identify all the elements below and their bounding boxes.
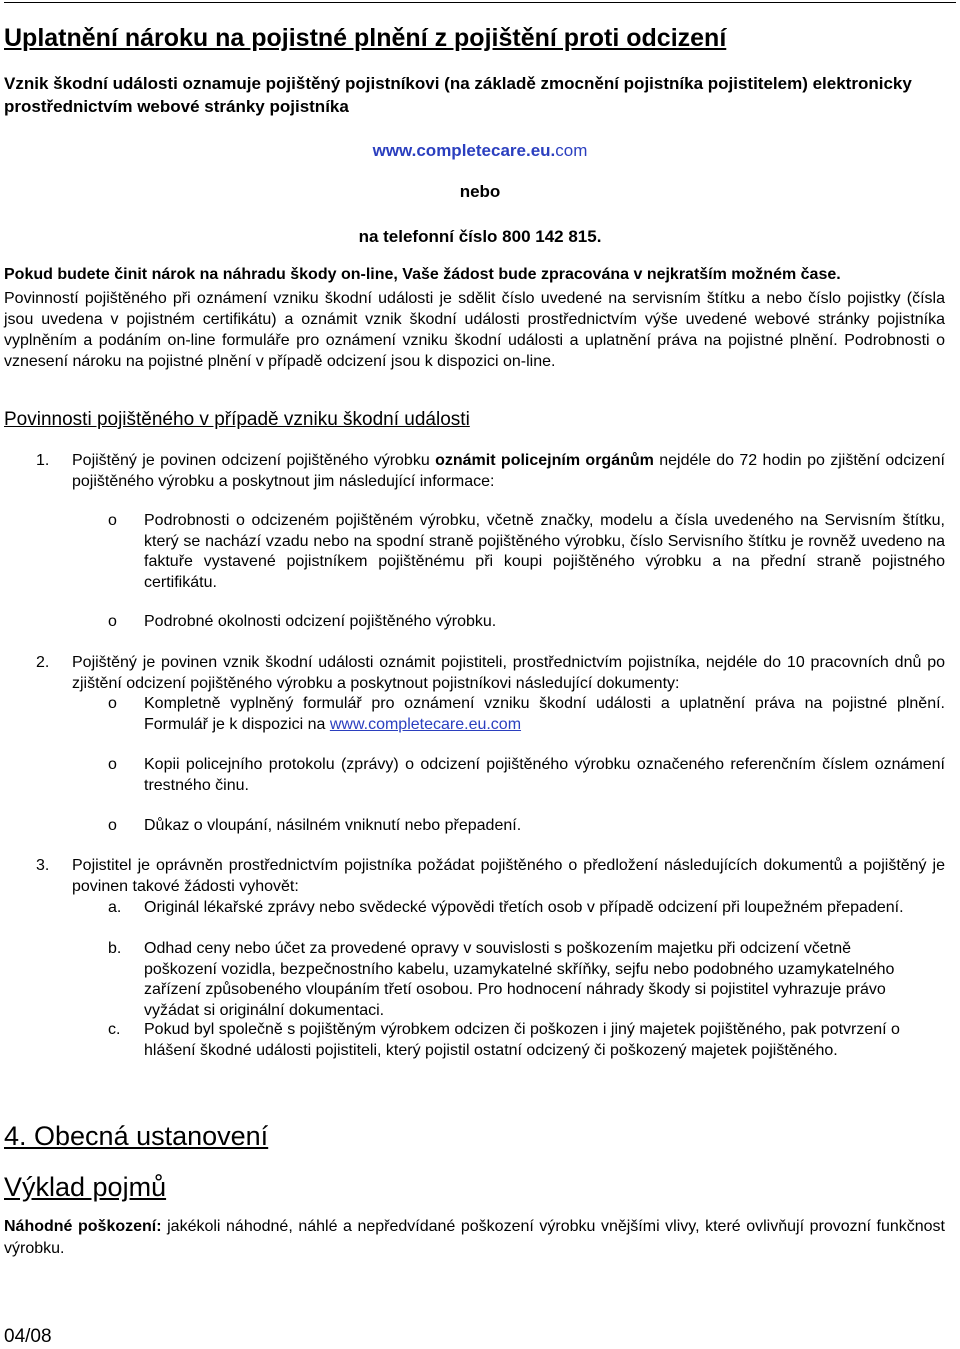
website-line <box>0 140 960 162</box>
item-1-bullet-1: Podrobnosti o odcizeném pojištěném výrobku, včetně značky, modelu a čísla uvedeného na Servisním štítku, který se nachází vzadu nebo na spodní straně pojištěného výrobku, číslo Servisního štítku je rovněž uvedeno na faktuře vystavené pojistníkem pojištěnému při koupi pojištěného výrobku a na přední straně pojistného certifikátu. <box>144 512 945 591</box>
item-1-text-after: nejdéle do 72 hodin po zjištění odcizení pojištěného výrobku a poskytnout jim následující informace: <box>72 452 945 490</box>
item-1-text-before: Pojištěný je povinen odcizení pojištěného výrobku <box>72 452 436 469</box>
phone-text: na telefonní číslo 800 142 815. <box>358 227 602 246</box>
completecare-link[interactable]: www.completecare.eu.com <box>329 715 522 733</box>
website-link[interactable] <box>373 141 588 160</box>
duty-paragraph: Povinností pojištěného při oznámení vzniku škodní události je sdělit číslo uvedené na servisním štítku a nebo číslo pojistky (čísla jsou uvedena v pojistném certifikátu) a oznámit vznik škodní události prostřednictvím výše uvedené webové stránky pojistníka vyplněním a podáním on-line formuláře pro oznámení vzniku škodní události a uplatnění práva na pojistné plnění. Podrobnosti o vznesení nároku na pojistné plnění v případě odcizení jsou k dispozici on-line. <box>4 290 945 370</box>
subitem-letter: c. <box>108 1021 121 1038</box>
definition-term: Náhodné poškození: <box>4 1218 162 1235</box>
website-prefix: www.completecare.eu. <box>372 141 556 160</box>
subitem-b-text: Odhad ceny nebo účet za provedené opravy v souvislosti s poškozením majetku při odcizení včetně poškození vozidla, bezpečnostního kabelu, uzamykatelné skříňky, sejfu nebo podobného uzamykatelného zařízení způsobeného vloupáním třetí osobou. Pro hodnocení náhrady škody si pojistitel vyhrazuje právo vyžádat si originální dokumentaci. <box>144 940 895 1019</box>
subitem-letter: b. <box>108 940 122 957</box>
nebo-text: nebo <box>459 182 501 201</box>
online-note: Pokud budete činit nárok na náhradu škody on-line, Vaše žádost bude zpracována v nejkratším možném čase. <box>4 266 841 283</box>
item-number: 1. <box>36 452 50 469</box>
item-1-text-bold: oznámit policejním orgánům <box>435 452 654 469</box>
item-2-text: Pojištěný je povinen vznik škodní události oznámit pojistiteli, prostřednictvím pojistníka, nejdéle do 10 pracovních dnů po zjištění odcizení pojištěného výrobku a poskytnout pojistníkovi následující dokumenty: <box>72 654 945 692</box>
item-1-text <box>72 451 945 492</box>
website-suffix: com <box>555 141 588 160</box>
definition-paragraph <box>4 1216 945 1260</box>
item-1-bullet-2: Podrobné okolnosti odcizení pojištěného výrobku. <box>144 613 497 630</box>
top-rule <box>4 2 956 3</box>
bullet-glyph: o <box>108 817 117 834</box>
page-number: 04/08 <box>4 1326 52 1347</box>
page-title: Uplatnění nároku na pojistné plnění z pojištění proti odcizení <box>4 24 727 52</box>
subitem-c-text: Pokud byl společně s pojištěným výrobkem odcizen či poškozen i jiný majetek pojištěného, pak potvrzení o hlášení škodné události pojistiteli, který pojistil ostatní odcizený či poškozený majetek pojištěného. <box>144 1021 900 1059</box>
item-number: 2. <box>36 654 50 671</box>
bullet-glyph: o <box>108 756 117 773</box>
subitem-letter: a. <box>108 899 122 916</box>
item-2-bullet-1 <box>144 694 945 735</box>
item-2-bullet-3: Důkaz o vloupání, násilném vniknutí nebo přepadení. <box>144 817 522 834</box>
bullet-glyph: o <box>108 613 117 630</box>
item-2-bullet-1-text: Kompletně vyplněný formulář pro oznámení vzniku škodní události a uplatnění práva na pojistné plnění. Formulář je k dispozici na <box>144 695 945 733</box>
bullet-glyph: o <box>108 695 117 712</box>
item-number: 3. <box>36 857 50 874</box>
duties-heading: Povinnosti pojištěného v případě vzniku škodní události <box>4 409 470 430</box>
terms-heading: Výklad pojmů <box>4 1172 167 1202</box>
item-2-bullet-2: Kopii policejního protokolu (zprávy) o odcizení pojištěného výrobku označeného referenčním číslem oznámení trestného činu. <box>144 756 945 794</box>
intro-paragraph: Vznik škodní události oznamuje pojištěný pojistníkovi (na základě zmocnění pojistníka pojistitelem) elektronicky prostřednictvím webové stránky pojistníka <box>4 74 912 116</box>
section-4-heading: 4. Obecná ustanovení <box>4 1121 269 1151</box>
subitem-a-text: Originál lékařské zprávy nebo svědecké výpovědi třetích osob v případě odcizení při loupežném přepadení. <box>144 899 904 916</box>
item-3-text: Pojistitel je oprávněn prostřednictvím pojistníka požádat pojištěného o předložení následujících dokumentů a pojištěný je povinen takové žádosti vyhovět: <box>72 857 945 895</box>
definition-text: jakékoli náhodné, náhlé a nepředvídané poškození výrobku vnějšími vlivy, které ovlivňují provozní funkčnost výrobku. <box>4 1218 945 1257</box>
bullet-glyph: o <box>108 512 117 529</box>
